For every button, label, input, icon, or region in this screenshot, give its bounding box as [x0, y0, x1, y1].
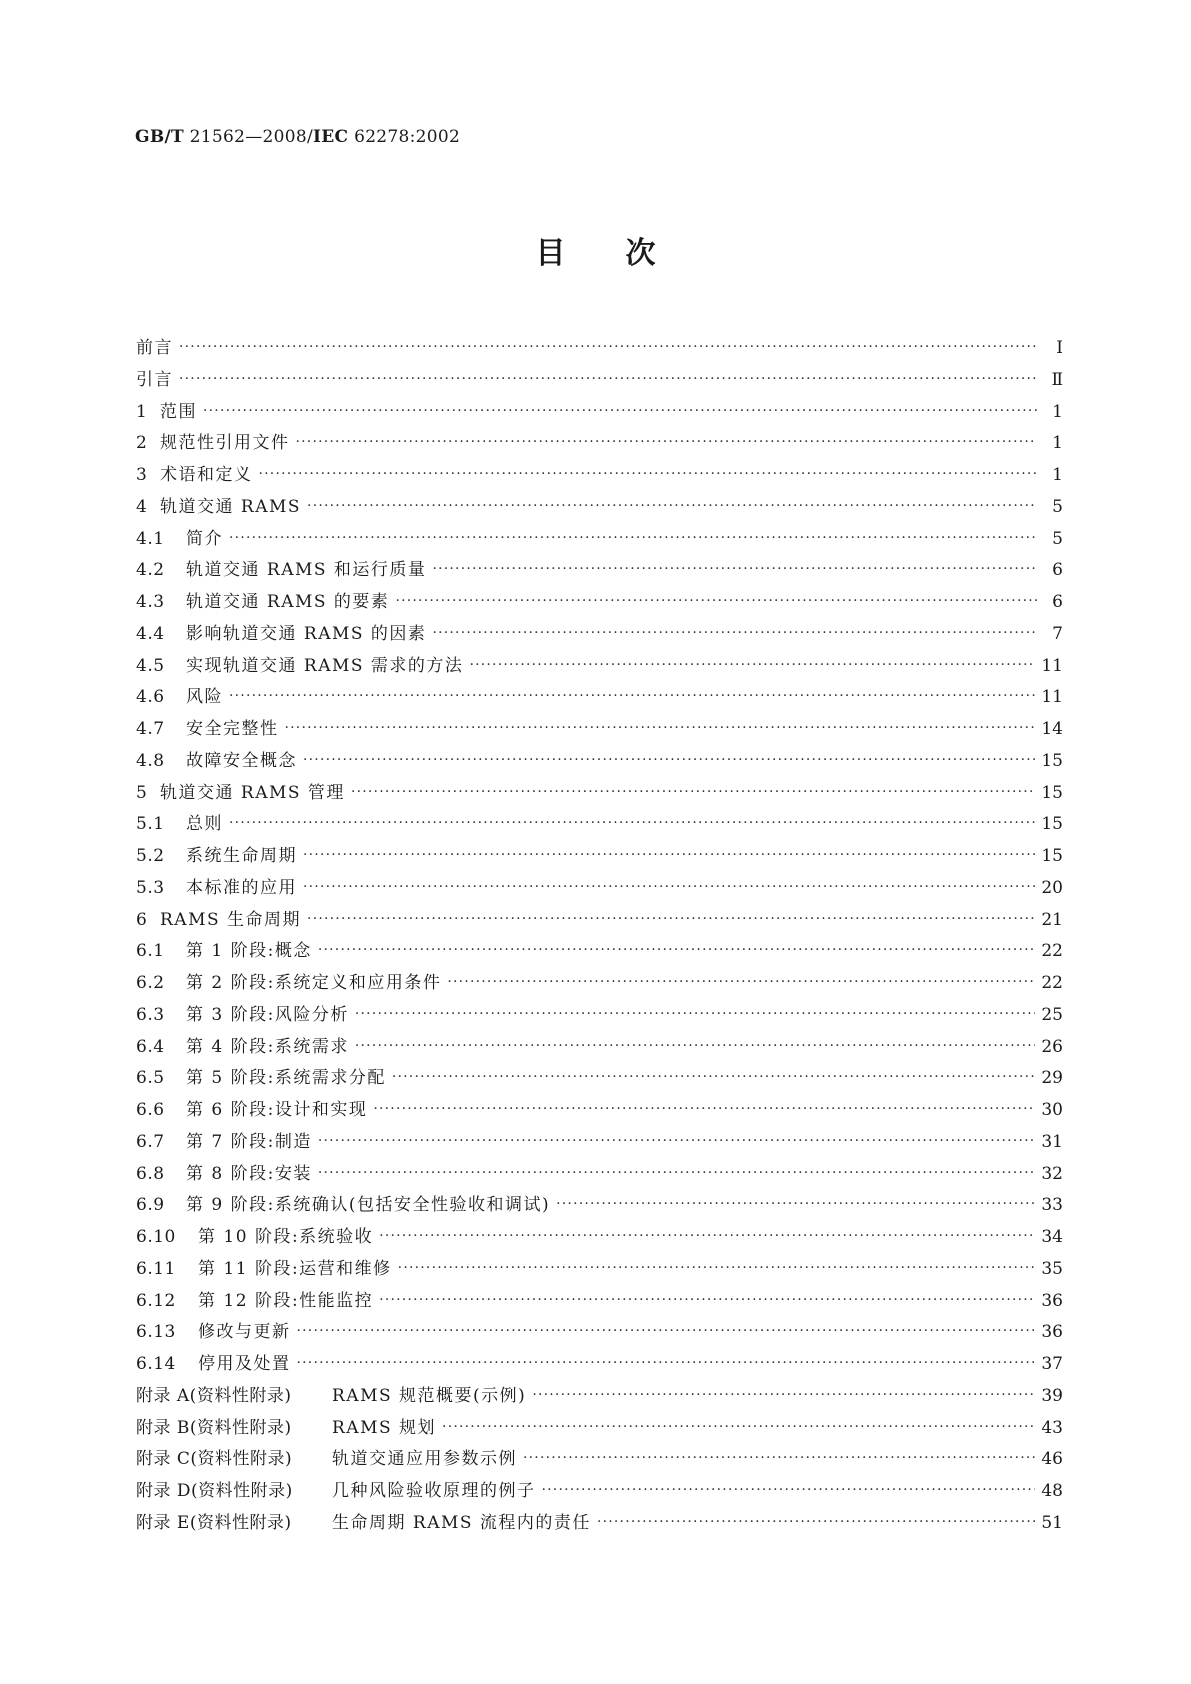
toc-entry-title: 第 1 阶段:概念 [186, 941, 312, 962]
toc-entry-page: 6 [1052, 560, 1063, 581]
toc-entry[interactable] [136, 1000, 1063, 1032]
toc-leader-dots [296, 431, 1038, 448]
toc-entry-page: 43 [1041, 1417, 1063, 1438]
toc-entry-title: 第 3 阶段:风险分析 [186, 1004, 349, 1025]
toc-leader-dots [318, 1162, 1036, 1179]
toc-entry-title: 第 4 阶段:系统需求 [186, 1036, 349, 1057]
toc-leader-dots [597, 1511, 1035, 1528]
toc-entry[interactable] [136, 1190, 1063, 1222]
toc-entry-page: 46 [1041, 1449, 1063, 1470]
toc-entry[interactable] [136, 1286, 1063, 1318]
toc-entry-number: 附录 B(资料性附录) [136, 1417, 292, 1438]
toc-leader-dots [179, 336, 1037, 353]
toc-entry-title: RAMS 生命周期 [160, 909, 302, 930]
toc-entry-title: 实现轨道交通 RAMS 需求的方法 [186, 655, 464, 676]
toc-entry-title: 停用及处置 [198, 1354, 291, 1374]
standard-code-iec: IEC [313, 127, 349, 147]
toc-entry-number: 6.6 [136, 1100, 165, 1120]
standard-code-iec-number: 62278:2002 [348, 127, 461, 147]
toc-entry-page: 34 [1041, 1227, 1063, 1247]
toc-leader-dots [432, 622, 1037, 639]
toc-entry-page: 37 [1041, 1354, 1063, 1374]
toc-entry[interactable] [136, 428, 1063, 460]
toc-entry-page: Ⅱ [1051, 369, 1063, 390]
toc-entry-number: 1 [136, 401, 148, 422]
toc-entry-number: 附录 A(资料性附录) [136, 1385, 292, 1406]
toc-entry-number: 6.3 [136, 1004, 165, 1025]
toc-entry-title: 几种风险验收原理的例子 [332, 1481, 536, 1501]
toc-leader-dots [229, 685, 1035, 702]
toc-entry-page: 51 [1041, 1512, 1063, 1533]
toc-entry[interactable] [136, 333, 1063, 365]
toc-entry[interactable] [136, 1444, 1063, 1476]
toc-entry[interactable] [136, 778, 1063, 810]
toc-entry-number: 6.5 [136, 1068, 165, 1089]
standard-code [135, 127, 460, 147]
toc-entry-title: 第 10 阶段:系统验收 [198, 1227, 374, 1247]
toc-entry-page: 20 [1041, 877, 1063, 898]
toc-leader-dots [379, 1225, 1035, 1242]
toc-leader-dots [532, 1384, 1035, 1401]
toc-entry-title: 轨道交通 RAMS 和运行质量 [186, 560, 427, 581]
toc-leader-dots [395, 590, 1037, 607]
toc-entry-title: 故障安全概念 [186, 750, 297, 771]
toc-entry-number: 6.1 [136, 941, 165, 962]
toc-entry-page: 22 [1041, 973, 1063, 993]
toc-entry-title: 术语和定义 [160, 465, 253, 485]
toc-leader-dots [351, 781, 1035, 798]
toc-entry-title: 影响轨道交通 RAMS 的因素 [186, 623, 427, 644]
toc-entry[interactable] [136, 555, 1063, 587]
toc-entry-title: 第 12 阶段:性能监控 [198, 1290, 374, 1311]
toc-entry-title: 总则 [186, 814, 223, 835]
toc-leader-dots [355, 1003, 1036, 1020]
toc-leader-dots [542, 1479, 1036, 1496]
toc-entry-number: 2 [136, 433, 148, 454]
toc-entry-number: 4.6 [136, 687, 165, 708]
toc-entry-page: 26 [1041, 1036, 1063, 1057]
toc-leader-dots [469, 654, 1035, 671]
toc-entry-title: 修改与更新 [198, 1322, 291, 1343]
toc-entry-title: 简介 [186, 528, 223, 549]
standard-code-prefix: GB/T [135, 127, 184, 147]
toc-entry[interactable] [136, 873, 1063, 905]
toc-leader-dots [442, 1416, 1035, 1433]
toc-entry-number: 4.8 [136, 750, 165, 771]
toc-entry-title: 规范性引用文件 [160, 433, 290, 454]
toc-entry-number: 3 [136, 465, 148, 485]
toc-entry-page: 5 [1052, 528, 1063, 549]
toc-entry-page: 15 [1041, 750, 1063, 771]
toc-entry[interactable] [136, 968, 1063, 1000]
toc-entry-page: Ⅰ [1056, 338, 1063, 358]
toc-entry-number: 6.9 [136, 1195, 165, 1216]
toc-entry[interactable] [136, 1095, 1063, 1127]
toc-entry-number: 6.7 [136, 1131, 165, 1152]
toc-leader-dots [303, 844, 1035, 861]
toc-entry-title: 第 7 阶段:制造 [186, 1131, 312, 1152]
toc-entry[interactable] [136, 651, 1063, 683]
toc-entry-number: 5.1 [136, 814, 165, 835]
toc-leader-dots [307, 495, 1037, 512]
toc-entry[interactable] [136, 1159, 1063, 1191]
toc-entry[interactable] [136, 1381, 1063, 1413]
toc-entry[interactable] [136, 1063, 1063, 1095]
toc-entry-page: 31 [1041, 1131, 1063, 1152]
toc-leader-dots [398, 1257, 1036, 1274]
toc-entry-number: 4.3 [136, 592, 165, 612]
toc-leader-dots [523, 1447, 1035, 1464]
toc-entry-number: 4.1 [136, 528, 165, 549]
toc-entry-page: 36 [1041, 1290, 1063, 1311]
toc-entry[interactable] [136, 365, 1063, 397]
toc-leader-dots [379, 1289, 1035, 1306]
toc-entry-page: 7 [1052, 623, 1063, 644]
toc-leader-dots [229, 812, 1035, 829]
toc-leader-dots [447, 971, 1035, 988]
toc-entry-number: 6.4 [136, 1036, 165, 1057]
toc-entry-page: 48 [1041, 1481, 1063, 1501]
toc-entry-title: 第 9 阶段:系统确认(包括安全性验收和调试) [186, 1195, 551, 1216]
toc-entry-title: 范围 [160, 401, 197, 422]
toc-entry-title: 生命周期 RAMS 流程内的责任 [332, 1512, 591, 1533]
toc-entry-title: 第 11 阶段:运营和维修 [198, 1258, 392, 1279]
toc-leader-dots [432, 558, 1037, 575]
toc-entry-number: 6.2 [136, 973, 165, 993]
table-of-contents [136, 333, 1063, 1540]
toc-entry[interactable] [136, 1508, 1063, 1540]
toc-entry-number: 6 [136, 909, 148, 930]
toc-entry[interactable] [136, 1032, 1063, 1064]
toc-leader-dots [259, 463, 1038, 480]
toc-entry-title: 风险 [186, 687, 223, 708]
toc-entry[interactable] [136, 809, 1063, 841]
toc-entry-page: 30 [1041, 1100, 1063, 1120]
toc-entry-page: 1 [1052, 465, 1063, 485]
toc-entry-title: 安全完整性 [186, 719, 279, 739]
toc-entry-page: 29 [1041, 1068, 1063, 1089]
toc-entry-page: 15 [1041, 782, 1063, 803]
toc-entry-page: 25 [1041, 1004, 1063, 1025]
toc-entry-title: RAMS 规范概要(示例) [332, 1385, 527, 1406]
toc-entry[interactable] [136, 1317, 1063, 1349]
toc-entry-number: 4 [136, 496, 148, 517]
toc-entry-title: 引言 [136, 369, 173, 390]
toc-leader-dots [303, 749, 1035, 766]
toc-entry-page: 15 [1041, 814, 1063, 835]
toc-entry-number: 6.10 [136, 1227, 176, 1247]
toc-entry-title: 本标准的应用 [186, 877, 297, 898]
toc-entry[interactable] [136, 905, 1063, 937]
toc-entry-page: 36 [1041, 1322, 1063, 1343]
toc-entry-number: 5 [136, 782, 148, 803]
toc-entry-number: 4.2 [136, 560, 165, 581]
toc-entry-title: 第 6 阶段:设计和实现 [186, 1100, 368, 1120]
toc-entry-page: 14 [1041, 719, 1063, 739]
toc-leader-dots [297, 1352, 1036, 1369]
toc-entry[interactable] [136, 619, 1063, 651]
toc-leader-dots [392, 1066, 1036, 1083]
toc-entry-number: 6.12 [136, 1290, 176, 1311]
standard-code-number: 21562—2008/ [183, 127, 314, 147]
toc-leader-dots [303, 876, 1035, 893]
toc-leader-dots [297, 1320, 1036, 1337]
toc-entry[interactable] [136, 524, 1063, 556]
toc-leader-dots [229, 527, 1037, 544]
toc-entry-page: 15 [1041, 846, 1063, 866]
toc-entry-number: 4.5 [136, 655, 165, 676]
toc-entry-page: 22 [1041, 941, 1063, 962]
toc-leader-dots [556, 1193, 1035, 1210]
page-title: 目次 [535, 236, 716, 271]
toc-entry-page: 33 [1041, 1195, 1063, 1216]
toc-leader-dots [203, 400, 1037, 417]
toc-entry-title: 第 8 阶段:安装 [186, 1163, 312, 1184]
toc-entry-number: 6.8 [136, 1163, 165, 1184]
toc-entry[interactable] [136, 1222, 1063, 1254]
toc-leader-dots [355, 1035, 1036, 1052]
toc-entry-title: 轨道交通应用参数示例 [332, 1449, 517, 1470]
toc-entry-page: 35 [1041, 1258, 1063, 1279]
toc-leader-dots [318, 939, 1036, 956]
toc-entry-title: 轨道交通 RAMS 的要素 [186, 592, 390, 612]
toc-entry-number: 附录 D(资料性附录) [136, 1481, 293, 1501]
toc-entry-title: RAMS 规划 [332, 1417, 437, 1438]
toc-entry[interactable] [136, 1413, 1063, 1445]
toc-entry-title: 第 5 阶段:系统需求分配 [186, 1068, 386, 1089]
toc-entry[interactable] [136, 841, 1063, 873]
toc-entry-page: 1 [1052, 401, 1063, 422]
toc-leader-dots [373, 1098, 1035, 1115]
toc-leader-dots [179, 368, 1037, 385]
toc-leader-dots [318, 1130, 1036, 1147]
toc-entry[interactable] [136, 936, 1063, 968]
toc-entry-page: 11 [1041, 687, 1063, 708]
toc-entry-title: 第 2 阶段:系统定义和应用条件 [186, 973, 442, 993]
toc-entry-number: 附录 E(资料性附录) [136, 1512, 292, 1533]
toc-entry-page: 5 [1052, 496, 1063, 517]
toc-entry-number: 4.4 [136, 623, 165, 644]
toc-entry-page: 32 [1041, 1163, 1063, 1184]
toc-leader-dots [307, 908, 1035, 925]
toc-entry[interactable] [136, 492, 1063, 524]
toc-entry-number: 附录 C(资料性附录) [136, 1449, 293, 1470]
toc-entry-number: 4.7 [136, 719, 165, 739]
toc-entry-title: 轨道交通 RAMS [160, 496, 302, 517]
toc-entry[interactable] [136, 1127, 1063, 1159]
toc-entry[interactable] [136, 460, 1063, 492]
toc-entry-page: 21 [1041, 909, 1063, 930]
toc-entry-page: 6 [1052, 592, 1063, 612]
toc-entry-page: 11 [1041, 655, 1063, 676]
toc-entry-number: 6.14 [136, 1354, 176, 1374]
toc-entry-number: 5.2 [136, 846, 165, 866]
toc-entry[interactable] [136, 1476, 1063, 1508]
toc-entry-page: 1 [1052, 433, 1063, 454]
toc-entry-title: 前言 [136, 338, 173, 358]
toc-entry[interactable] [136, 746, 1063, 778]
toc-entry[interactable] [136, 714, 1063, 746]
toc-entry[interactable] [136, 397, 1063, 429]
toc-entry-title: 轨道交通 RAMS 管理 [160, 782, 345, 803]
toc-entry[interactable] [136, 682, 1063, 714]
toc-entry-number: 5.3 [136, 877, 165, 898]
toc-entry-page: 39 [1041, 1385, 1063, 1406]
toc-entry[interactable] [136, 587, 1063, 619]
toc-entry[interactable] [136, 1349, 1063, 1381]
toc-entry[interactable] [136, 1254, 1063, 1286]
toc-entry-title: 系统生命周期 [186, 846, 297, 866]
toc-entry-number: 6.11 [136, 1258, 176, 1279]
toc-entry-number: 6.13 [136, 1322, 176, 1343]
toc-leader-dots [285, 717, 1036, 734]
